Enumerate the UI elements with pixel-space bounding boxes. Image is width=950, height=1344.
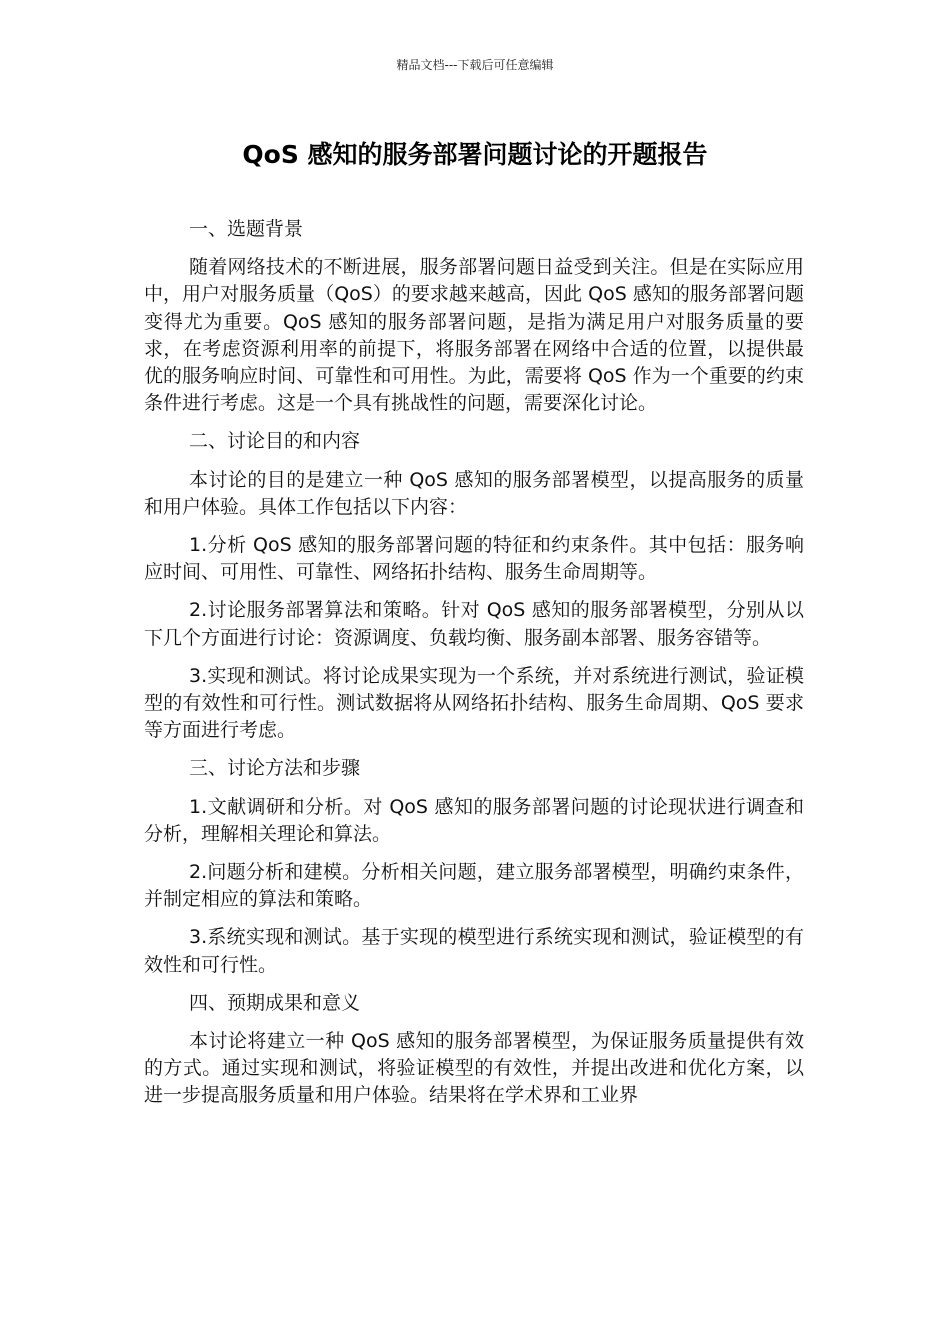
paragraph-purpose-intro: 本讨论的目的是建立一种 QoS 感知的服务部署模型，以提高服务的质量和用户体验。具体工作包括以下内容：: [144, 468, 804, 518]
paragraph-purpose-item-2: 2.讨论服务部署算法和策略。针对 QoS 感知的服务部署模型，分别从以下几个方面进行讨论：资源调度、负载均衡、服务副本部署、服务容错等。: [144, 599, 804, 649]
document-body: [144, 216, 804, 1121]
paragraph-methods-item-3: 3.系统实现和测试。基于实现的模型进行系统实现和测试，验证模型的有效性和可行性。: [144, 926, 804, 976]
paragraph-purpose-item-3: 3.实现和测试。将讨论成果实现为一个系统，并对系统进行测试，验证模型的有效性和可行性。测试数据将从网络拓扑结构、服务生命周期、QoS 要求等方面进行考虑。: [144, 664, 804, 742]
section-heading-outcomes: 四、预期成果和意义: [189, 991, 361, 1014]
paragraph-methods-item-2: 2.问题分析和建模。分析相关问题，建立服务部署模型，明确约束条件，并制定相应的算法和策略。: [144, 861, 804, 911]
header-note: 精品文档---下载后可任意编辑: [396, 58, 554, 72]
section-heading-purpose: 二、讨论目的和内容: [189, 430, 361, 453]
paragraph-purpose-item-1: 1.分析 QoS 感知的服务部署问题的特征和约束条件。其中包括：服务响应时间、可用性、可靠性、网络拓扑结构、服务生命周期等。: [144, 534, 804, 584]
paragraph-methods-item-1: 1.文献调研和分析。对 QoS 感知的服务部署问题的讨论现状进行调查和分析，理解相关理论和算法。: [144, 795, 804, 845]
paragraph-outcomes: 本讨论将建立一种 QoS 感知的服务部署模型，为保证服务质量提供有效的方式。通过实现和测试，将验证模型的有效性，并提出改进和优化方案，以进一步提高服务质量和用户体验。结果将在学术界和工业界: [144, 1030, 804, 1107]
paragraph-background: 随着网络技术的不断进展，服务部署问题日益受到关注。但是在实际应用中，用户对服务质量（QoS）的要求越来越高，因此 QoS 感知的服务部署问题变得尤为重要。QoS 感知的服务部署问题，是指为满足用户对服务质量的要求，在考虑资源利用率的前提下，将服务部署在网络中合适的位置，以提供最优的服务响应时间、可靠性和可用性。为此，需要将 QoS 作为一个重要的约束条件进行考虑。这是一个具有挑战性的问题，需要深化讨论。: [144, 256, 804, 415]
section-heading-background: 一、选题背景: [189, 218, 304, 240]
document-title: QoS 感知的服务部署问题讨论的开题报告: [242, 140, 708, 169]
section-heading-methods: 三、讨论方法和步骤: [189, 757, 361, 780]
